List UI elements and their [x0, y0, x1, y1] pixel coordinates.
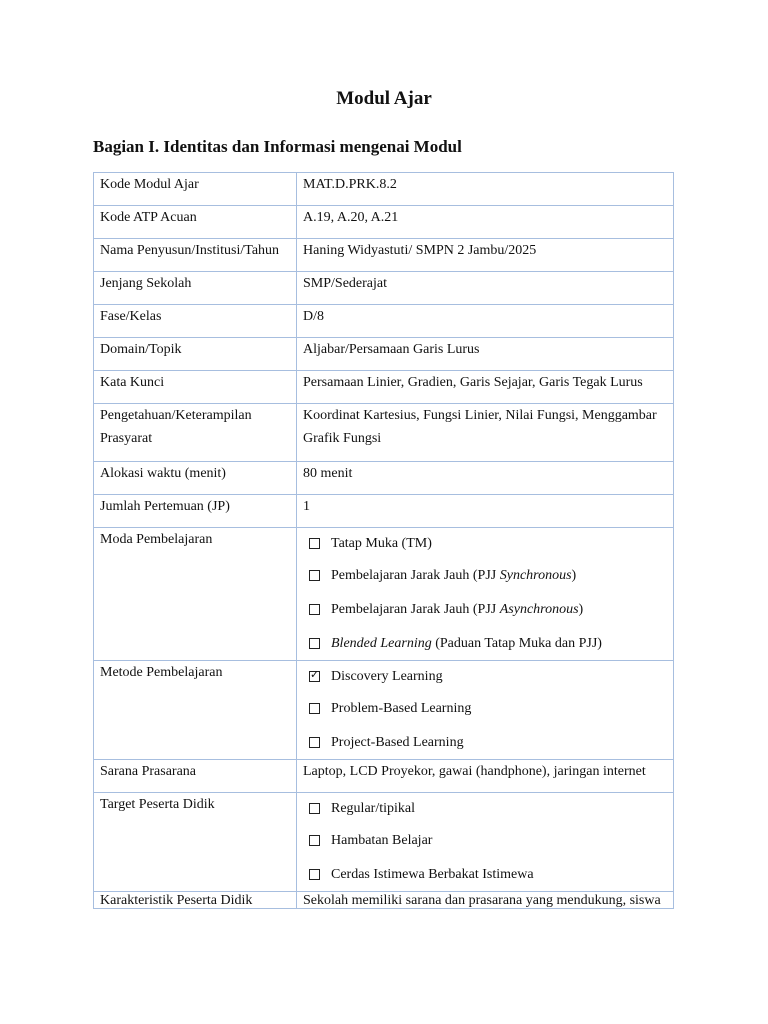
option-pjj-asynchronous[interactable] — [303, 592, 667, 626]
row-label: Jumlah Pertemuan (JP) — [94, 495, 297, 528]
table-row — [94, 338, 674, 371]
checkbox-icon[interactable] — [309, 737, 320, 748]
option-label: Pembelajaran Jarak Jauh (PJJ Synchronous) — [331, 567, 577, 583]
option-label: Project-Based Learning — [331, 734, 464, 750]
table-row — [94, 760, 674, 793]
row-label: Kode ATP Acuan — [94, 206, 297, 239]
option-blended-learning[interactable] — [303, 626, 667, 660]
table-row — [94, 173, 674, 206]
table-row — [94, 272, 674, 305]
option-problem-based-learning[interactable] — [303, 691, 667, 725]
row-value: Persamaan Linier, Gradien, Garis Sejajar, Garis Tegak Lurus — [297, 371, 674, 404]
row-label: Fase/Kelas — [94, 305, 297, 338]
table-row — [94, 892, 674, 909]
option-label: Regular/tipikal — [331, 800, 415, 816]
row-value: Laptop, LCD Proyekor, gawai (handphone), jaringan internet — [297, 760, 674, 793]
row-value: Haning Widyastuti/ SMPN 2 Jambu/2025 — [297, 239, 674, 272]
row-label: Alokasi waktu (menit) — [94, 462, 297, 495]
table-row — [94, 404, 674, 462]
row-value: 1 — [297, 495, 674, 528]
option-label: Cerdas Istimewa Berbakat Istimewa — [331, 866, 534, 882]
row-value: MAT.D.PRK.8.2 — [297, 173, 674, 206]
module-info-table — [93, 172, 674, 909]
option-regular[interactable] — [303, 793, 667, 823]
option-cerdas-istimewa[interactable] — [303, 857, 667, 891]
option-label: Blended Learning (Paduan Tatap Muka dan PJJ) — [331, 635, 602, 651]
option-label: Discovery Learning — [331, 668, 443, 684]
table-row-moda — [94, 528, 674, 661]
row-label: Target Peserta Didik — [94, 793, 297, 892]
metode-options — [297, 661, 674, 760]
row-label: Kata Kunci — [94, 371, 297, 404]
row-value: A.19, A.20, A.21 — [297, 206, 674, 239]
option-tatap-muka[interactable] — [303, 528, 667, 558]
row-label: Pengetahuan/Keterampilan Prasyarat — [94, 404, 297, 462]
option-label: Tatap Muka (TM) — [331, 535, 432, 551]
table-row — [94, 305, 674, 338]
option-label: Problem-Based Learning — [331, 700, 472, 716]
table-row — [94, 462, 674, 495]
table-row — [94, 495, 674, 528]
page-title: Modul Ajar — [336, 88, 432, 109]
checkbox-icon[interactable] — [309, 703, 320, 714]
row-value: Koordinat Kartesius, Fungsi Linier, Nilai Fungsi, Menggambar Grafik Fungsi — [297, 404, 674, 462]
row-label: Kode Modul Ajar — [94, 173, 297, 206]
row-label: Sarana Prasarana — [94, 760, 297, 793]
checkbox-icon[interactable] — [309, 538, 320, 549]
row-value: SMP/Sederajat — [297, 272, 674, 305]
table-row — [94, 239, 674, 272]
row-value: Sekolah memiliki sarana dan prasarana yang mendukung, siswa — [297, 892, 674, 909]
row-label: Nama Penyusun/Institusi/Tahun — [94, 239, 297, 272]
table-row — [94, 206, 674, 239]
row-label: Moda Pembelajaran — [94, 528, 297, 661]
table-row — [94, 371, 674, 404]
moda-options — [297, 528, 674, 661]
row-value: Aljabar/Persamaan Garis Lurus — [297, 338, 674, 371]
checked-checkbox-icon[interactable] — [309, 671, 320, 682]
option-discovery-learning[interactable] — [303, 661, 667, 691]
option-label: Hambatan Belajar — [331, 832, 433, 848]
checkbox-icon[interactable] — [309, 835, 320, 846]
section-heading: Bagian I. Identitas dan Informasi mengenai Modul — [93, 137, 462, 156]
checkbox-icon[interactable] — [309, 638, 320, 649]
row-value: D/8 — [297, 305, 674, 338]
option-pjj-synchronous[interactable] — [303, 558, 667, 592]
checkbox-icon[interactable] — [309, 570, 320, 581]
row-label: Karakteristik Peserta Didik — [94, 892, 297, 909]
option-hambatan-belajar[interactable] — [303, 823, 667, 857]
row-label: Jenjang Sekolah — [94, 272, 297, 305]
option-project-based-learning[interactable] — [303, 725, 667, 759]
row-label: Domain/Topik — [94, 338, 297, 371]
checkbox-icon[interactable] — [309, 604, 320, 615]
checkbox-icon[interactable] — [309, 803, 320, 814]
table-row-target — [94, 793, 674, 892]
row-value: 80 menit — [297, 462, 674, 495]
target-options — [297, 793, 674, 892]
checkbox-icon[interactable] — [309, 869, 320, 880]
row-label: Metode Pembelajaran — [94, 661, 297, 760]
option-label: Pembelajaran Jarak Jauh (PJJ Asynchronous) — [331, 601, 584, 617]
table-row-metode — [94, 661, 674, 760]
